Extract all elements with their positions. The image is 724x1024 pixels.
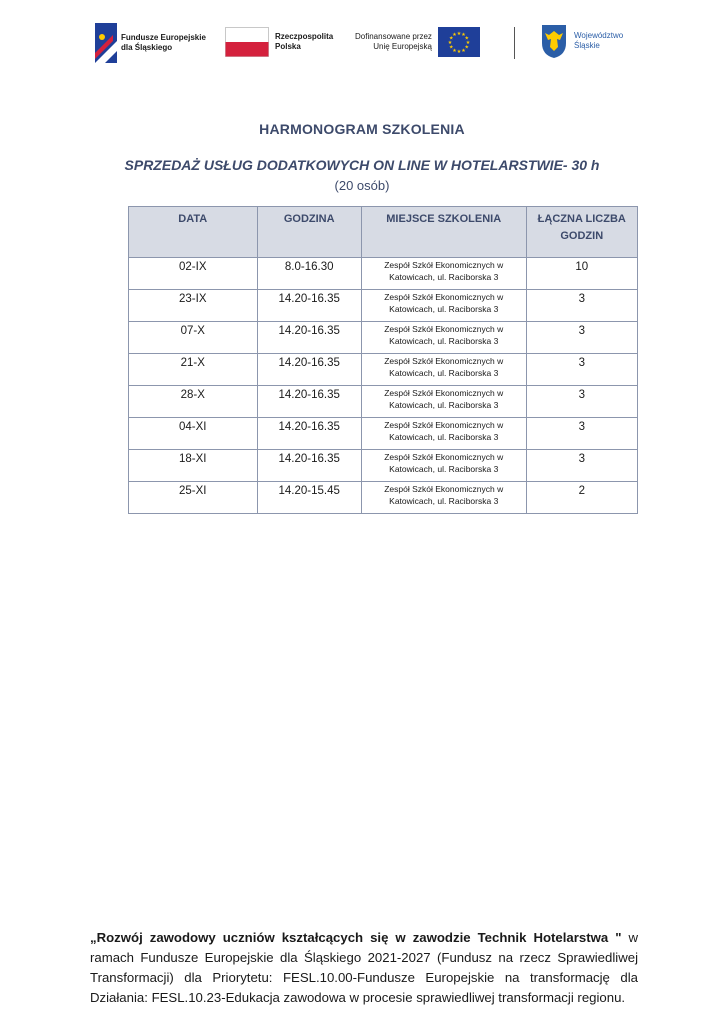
cell-hours: 3	[526, 450, 637, 482]
table-row	[129, 258, 638, 290]
participants-count: (20 osób)	[334, 178, 390, 193]
svg-text:★: ★	[465, 40, 471, 46]
cell-date: 02-IX	[129, 258, 258, 290]
cell-hours: 2	[526, 482, 637, 514]
svg-text:★: ★	[464, 35, 469, 42]
cell-date: 21-X	[129, 354, 258, 386]
slaskie-coat-of-arms-icon	[540, 23, 568, 59]
cell-hours: 3	[526, 322, 637, 354]
slaskie-logo-text: Województwo Śląskie	[574, 31, 624, 50]
header-time: GODZINA	[257, 207, 361, 258]
eu-logo-text: Dofinansowane przez Unię Europejską	[355, 32, 432, 51]
cell-hours: 3	[526, 418, 637, 450]
svg-text:★: ★	[461, 32, 466, 39]
svg-text:★: ★	[447, 40, 453, 46]
table-row	[129, 322, 638, 354]
fundusze-europejskie-logo-icon	[95, 23, 117, 63]
cell-time: 14.20-16.35	[257, 386, 361, 418]
cell-hours: 3	[526, 386, 637, 418]
eu-logo	[355, 27, 480, 57]
svg-text:★: ★	[464, 44, 469, 51]
header-date: DATA	[129, 207, 258, 258]
schedule-table	[128, 206, 638, 514]
polish-flag-icon	[225, 27, 269, 57]
project-title: „Rozwój zawodowy uczniów kształcących się w zawodzie Technik Hotelarstwa "	[90, 930, 622, 945]
table-header-row	[129, 207, 638, 258]
slaskie-logo	[540, 23, 623, 59]
cell-date: 25-XI	[129, 482, 258, 514]
cell-date: 23-IX	[129, 290, 258, 322]
cell-place: Zespół Szkół Ekonomicznych w Katowicach, ul. Raciborska 3	[361, 290, 526, 322]
cell-hours: 3	[526, 290, 637, 322]
svg-text:★: ★	[448, 44, 454, 51]
project-description: w ramach Fundusze Europejskie dla Śląskiego 2021-2027 (Fundusz na rzecz Sprawiedliwej Transformacji) dla Priorytetu: FESL.10.00-Fundusze Europejskie na transformację dla Działania: FESL.10.23-Edukacja zawodowa w procesie sprawiedliwej transformacji regionu.	[90, 930, 638, 1005]
course-name: SPRZEDAŻ USŁUG DODATKOWYCH ON LINE W HOTELARSTWIE- 30 h	[124, 157, 600, 173]
cell-time: 14.20-16.35	[257, 290, 361, 322]
cell-hours: 10	[526, 258, 637, 290]
cell-time: 14.20-16.35	[257, 354, 361, 386]
cell-time: 14.20-16.35	[257, 322, 361, 354]
svg-text:★: ★	[452, 32, 457, 39]
cell-date: 28-X	[129, 386, 258, 418]
cell-date: 04-XI	[129, 418, 258, 450]
logo-bar	[0, 20, 724, 70]
table-row	[129, 418, 638, 450]
table-row	[129, 386, 638, 418]
svg-text:★: ★	[456, 31, 462, 37]
svg-text:★: ★	[456, 49, 462, 55]
fundusze-logo-text: Fundusze Europejskie dla Śląskiego	[121, 33, 206, 52]
cell-place: Zespół Szkół Ekonomicznych w Katowicach, ul. Raciborska 3	[361, 354, 526, 386]
cell-place: Zespół Szkół Ekonomicznych w Katowicach, ul. Raciborska 3	[361, 418, 526, 450]
table-row	[129, 290, 638, 322]
cell-place: Zespół Szkół Ekonomicznych w Katowicach, ul. Raciborska 3	[361, 450, 526, 482]
cell-date: 18-XI	[129, 450, 258, 482]
polska-logo	[225, 27, 333, 57]
cell-date: 07-X	[129, 322, 258, 354]
cell-place: Zespół Szkół Ekonomicznych w Katowicach, ul. Raciborska 3	[361, 322, 526, 354]
cell-time: 14.20-15.45	[257, 482, 361, 514]
cell-hours: 3	[526, 354, 637, 386]
cell-time: 14.20-16.35	[257, 418, 361, 450]
svg-text:★: ★	[448, 35, 454, 42]
cell-place: Zespół Szkół Ekonomicznych w Katowicach, ul. Raciborska 3	[361, 258, 526, 290]
table-row	[129, 354, 638, 386]
logo-separator	[514, 27, 515, 59]
cell-time: 14.20-16.35	[257, 450, 361, 482]
svg-text:★: ★	[452, 47, 457, 54]
cell-place: Zespół Szkół Ekonomicznych w Katowicach, ul. Raciborska 3	[361, 386, 526, 418]
svg-text:★: ★	[461, 47, 466, 54]
header-place: MIEJSCE SZKOLENIA	[361, 207, 526, 258]
project-footer	[90, 928, 638, 1008]
table-row	[129, 450, 638, 482]
table-row	[129, 482, 638, 514]
eu-flag-icon	[438, 27, 480, 57]
page-title: HARMONOGRAM SZKOLENIA	[259, 121, 465, 137]
header-hours: ŁĄCZNA LICZBA GODZIN	[526, 207, 637, 258]
cell-time: 8.0-16.30	[257, 258, 361, 290]
polska-logo-text: Rzeczpospolita Polska	[275, 32, 334, 51]
fundusze-logo	[95, 23, 206, 63]
cell-place: Zespół Szkół Ekonomicznych w Katowicach, ul. Raciborska 3	[361, 482, 526, 514]
